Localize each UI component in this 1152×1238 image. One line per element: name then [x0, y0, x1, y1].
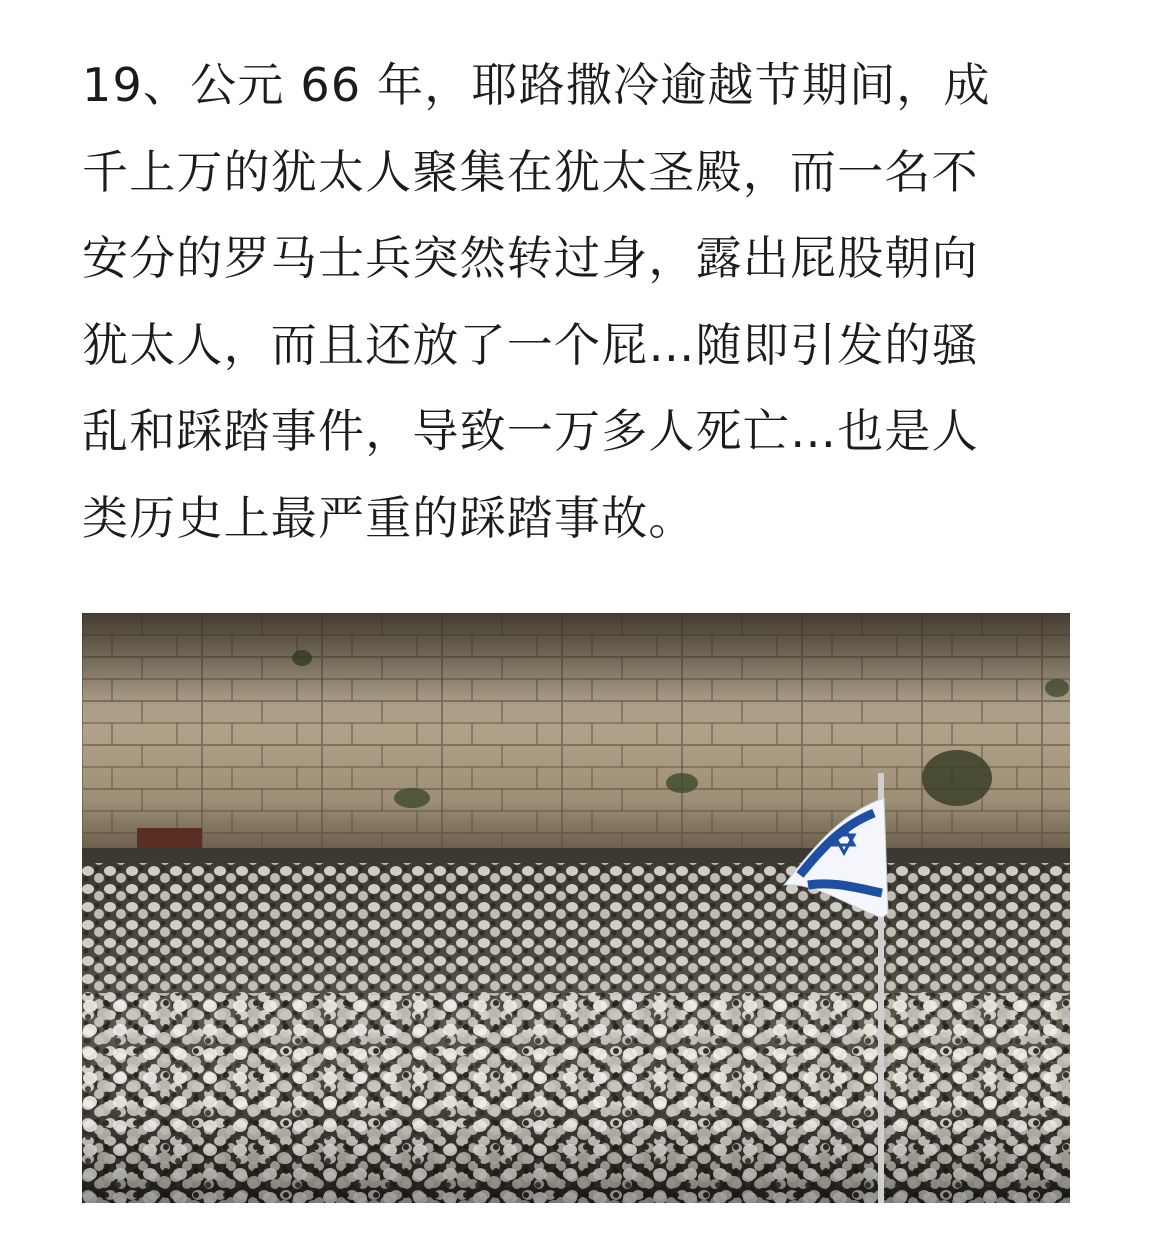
photo-scene: [82, 613, 1070, 1203]
paragraph-line: 类历史上最严重的踩踏事故。: [82, 490, 696, 545]
article-paragraph: [82, 42, 1082, 561]
paragraph-line: 乱和踩踏事件，导致一万多人死亡…也是人: [82, 404, 979, 458]
article-photo[interactable]: [82, 613, 1070, 1203]
paragraph-line: 犹太人，而且还放了一个屁…随即引发的骚: [82, 317, 979, 372]
paragraph-line: 19、公元 66 年，耶路撒冷逾越节期间，成: [82, 58, 991, 112]
paragraph-line: 安分的罗马士兵突然转过身，露出屁股朝向: [82, 231, 979, 285]
paragraph-line: 千上万的犹太人聚集在犹太圣殿，而一名不: [82, 144, 979, 199]
